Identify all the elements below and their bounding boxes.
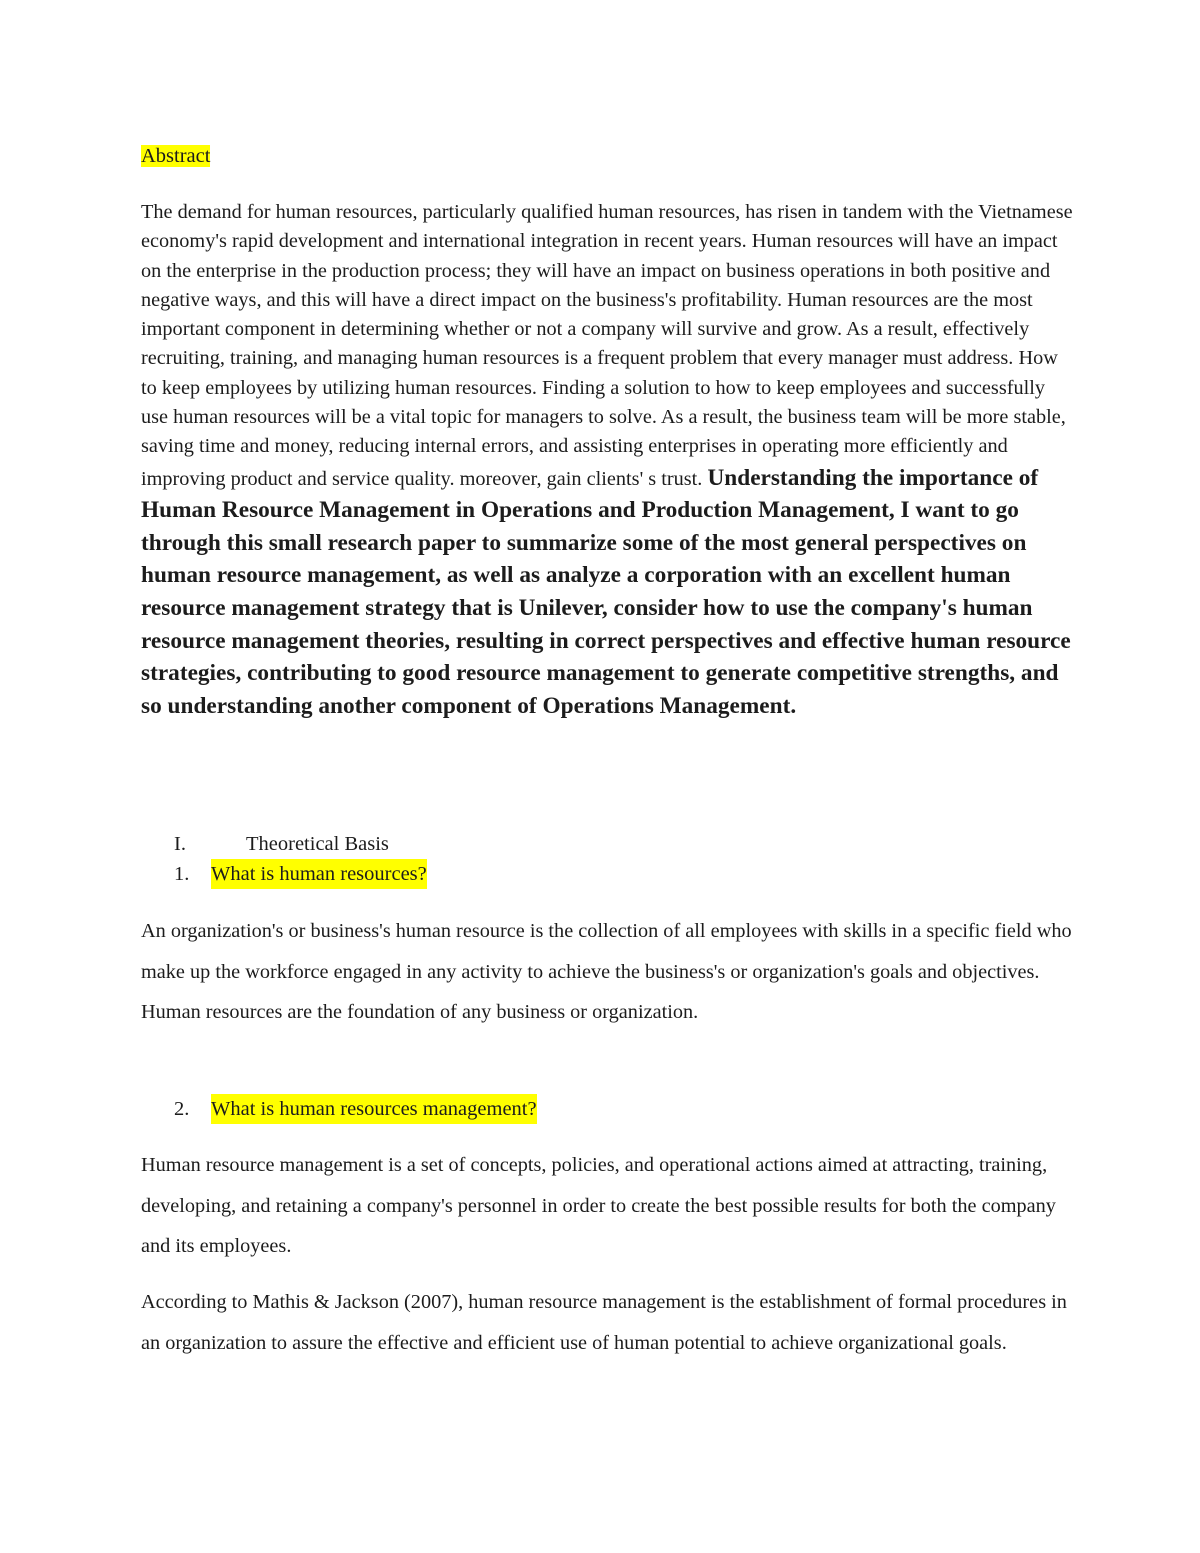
- abstract-bold-text: Understanding the importance of Human Resource Management in Operations and Production Management, I want to go through this small research paper to summarize some of the most general perspectives on human resource management, as well as analyze a corporation with an excellent human resource management strategy that is Unilever, consider how to use the company's human resource management theories, resulting in correct perspectives and effective human resource strategies, contributing to good resource management to generate competitive strengths, and so understanding another component of Operations Management.: [141, 464, 1071, 719]
- human-resources-definition-paragraph: An organization's or business's human resource is the collection of all employees with skills in a specific field who make up the workforce engaged in any activity to achieve the business's or organization's goals and objectives. Human resources are the foundation of any business or organization.: [141, 920, 1072, 1024]
- subheading-number: 2.: [174, 1098, 190, 1120]
- subheading-title: What is human resources management?: [211, 1094, 537, 1124]
- subheading-number: 1.: [174, 863, 190, 885]
- abstract-paragraph: [141, 198, 1076, 722]
- abstract-heading-text: Abstract: [141, 145, 211, 167]
- mathis-jackson-paragraph: According to Mathis & Jackson (2007), human resource management is the establishment of formal procedures in an organization to assure the effective and efficient use of human potential to achieve organizational goals.: [141, 1291, 1067, 1354]
- abstract-heading: [141, 142, 210, 170]
- hrm-definition-paragraph: Human resource management is a set of concepts, policies, and operational actions aimed at attracting, training, developing, and retaining a company's personnel in order to create the best possible results for both the company and its employees.: [141, 1154, 1056, 1258]
- section-title: Theoretical Basis: [246, 833, 389, 855]
- abstract-text: The demand for human resources, particularly qualified human resources, has risen in tandem with the Vietnamese economy's rapid development and international integration in recent years. Human resources will have an impact on the enterprise in the production process; they will have an impact on business operations in both positive and negative ways, and this will have a direct impact on the business's profitability. Human resources are the most important component in determining whether or not a company will survive and grow. As a result, effectively recruiting, training, and managing human resources is a frequent problem that every manager must address. How to keep employees by utilizing human resources. Finding a solution to how to keep employees and successfully use human resources will be a vital topic for managers to solve. As a result, the business team will be more stable, saving time and money, reducing internal errors, and assisting enterprises in operating more efficiently and improving product and service quality. moreover, gain clients' s trust.: [141, 201, 1073, 490]
- section-numeral: I.: [174, 833, 186, 855]
- subheading-title: What is human resources?: [211, 859, 427, 889]
